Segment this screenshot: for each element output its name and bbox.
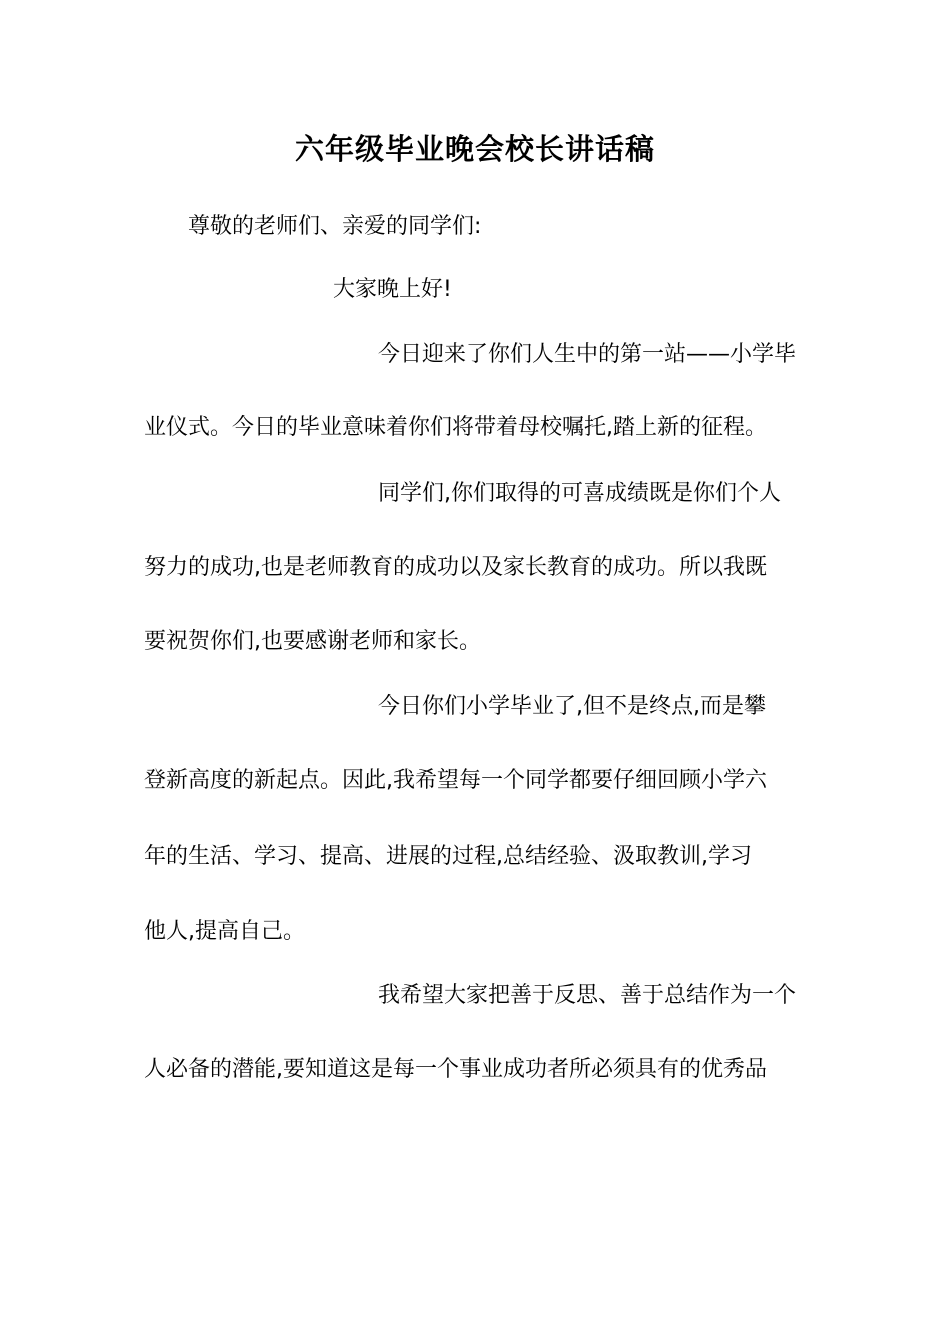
body-line: 人必备的潜能,要知道这是每一个事业成功者所必须具有的优秀品	[144, 1057, 767, 1082]
body-line: 同学们,你们取得的可喜成绩既是你们个人	[378, 481, 781, 506]
salutation-line: 大家晚上好!	[333, 277, 452, 302]
body-line: 业仪式。今日的毕业意味着你们将带着母校嘱托,踏上新的征程。	[144, 415, 767, 440]
greeting-line: 尊敬的老师们、亲爱的同学们:	[188, 214, 482, 239]
body-line: 今日你们小学毕业了,但不是终点,而是攀	[378, 694, 766, 719]
body-line: 登新高度的新起点。因此,我希望每一个同学都要仔细回顾小学六	[144, 768, 767, 793]
body-line: 我希望大家把善于反思、善于总结作为一个	[378, 983, 797, 1008]
body-line: 今日迎来了你们人生中的第一站——小学毕	[378, 342, 797, 367]
body-line: 年的生活、学习、提高、进展的过程,总结经验、汲取教训,学习	[144, 844, 752, 869]
body-line: 努力的成功,也是老师教育的成功以及家长教育的成功。所以我既	[144, 555, 767, 580]
body-line: 他人,提高自己。	[144, 919, 305, 944]
document-title: 六年级毕业晚会校长讲话稿	[294, 132, 655, 166]
body-line: 要祝贺你们,也要感谢老师和家长。	[144, 629, 481, 654]
